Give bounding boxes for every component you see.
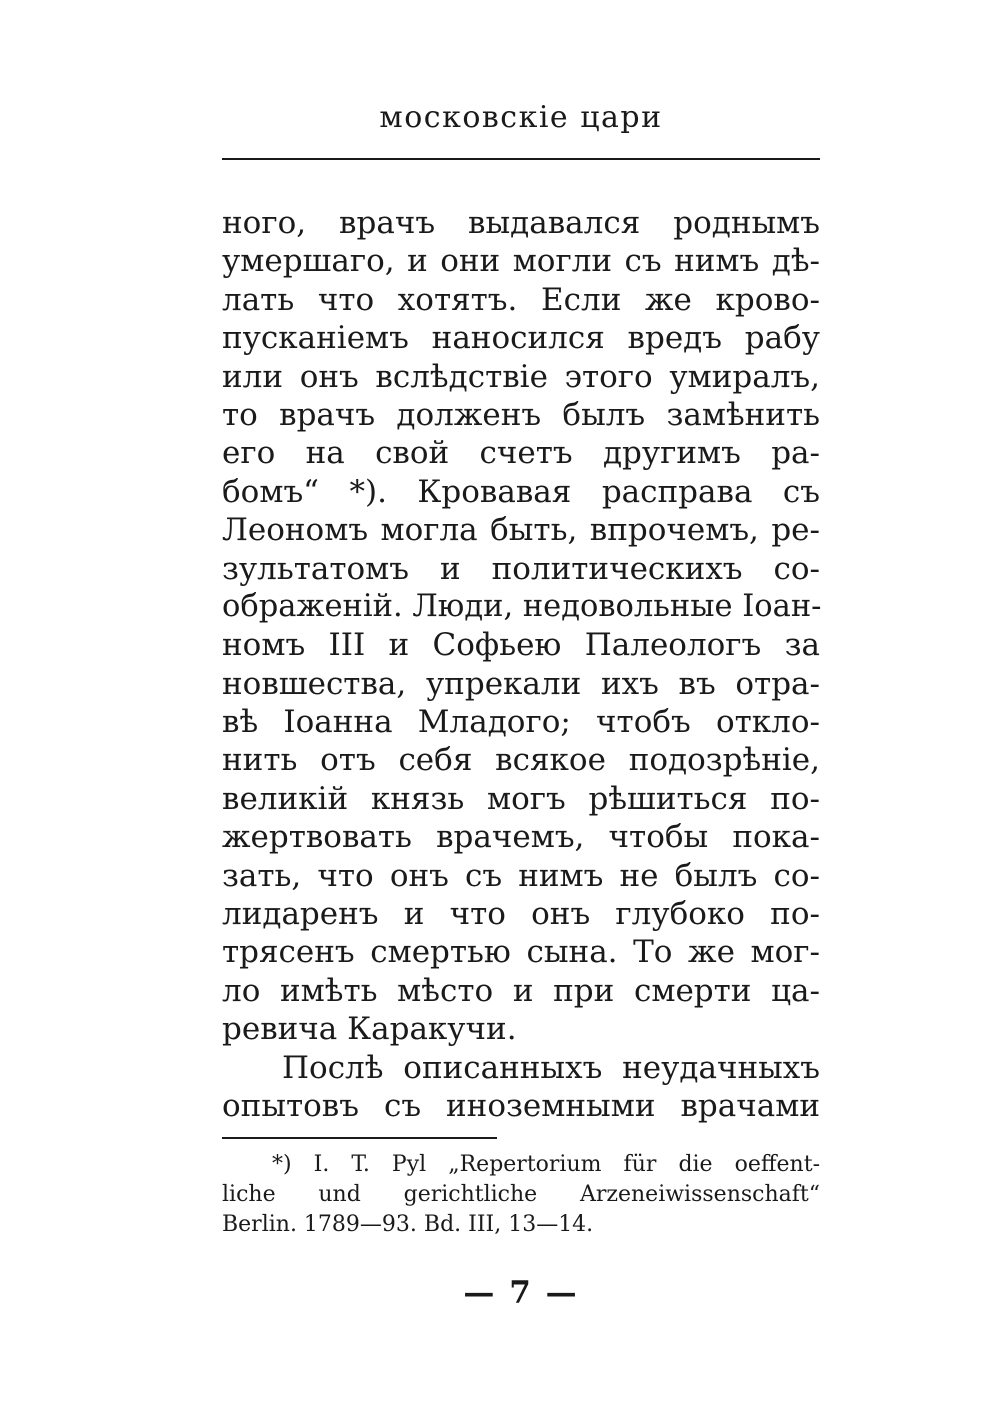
text-line: бомъ“ *). Кровавая расправа съ (222, 473, 820, 510)
text-line: зультатомъ и политическихъ со- (222, 550, 820, 587)
text-line: опытовъ съ иноземными врачами (222, 1087, 820, 1124)
footnote-divider (222, 1137, 497, 1139)
footnote-line: Berlin. 1789—93. Bd. III, 13—14. (222, 1212, 594, 1237)
text-line: его на свой счетъ другимъ ра- (222, 435, 820, 472)
text-line: новшества, упрекали ихъ въ отра- (222, 665, 820, 702)
text-line: умершаго, и они могли съ нимъ дѣ- (222, 243, 820, 280)
running-title: московскіе цари (379, 100, 663, 135)
text-line: пусканіемъ наносился вредъ рабу (222, 320, 820, 357)
footnote-line: liche und gerichtliche Arzeneiwissenschaft“ (222, 1182, 820, 1207)
text-line: Послѣ описанныхъ неудачныхъ (282, 1049, 820, 1086)
text-line: или онъ вслѣдствіе этого умиралъ, (222, 358, 820, 395)
text-line: великій князь могъ рѣшиться по- (222, 780, 820, 817)
page-number: — 7 — (463, 1275, 579, 1311)
text-line: ного, врачъ выдавался роднымъ (222, 205, 820, 241)
text-line: зать, что онъ съ нимъ не былъ со- (222, 857, 820, 894)
text-line: ло имѣть мѣсто и при смерти ца- (222, 972, 820, 1009)
text-line: лидаренъ и что онъ глубоко по- (222, 896, 820, 933)
text-line: ображеній. Люди, недовольные Іоан- (222, 588, 822, 624)
text-line: вѣ Іоанна Младого; чтобъ откло- (222, 704, 820, 741)
footnote (222, 1150, 820, 1240)
text-line: то врачъ долженъ былъ замѣнить (222, 396, 820, 433)
text-line: жертвовать врачемъ, чтобы пока- (222, 819, 820, 856)
text-line: Леономъ могла быть, впрочемъ, ре- (222, 512, 820, 549)
text-line: номъ III и Софьею Палеологъ за (222, 627, 820, 664)
text-line: трясенъ смертью сына. То же мог- (222, 934, 820, 971)
text-line: лать что хотятъ. Если же крово- (222, 281, 820, 318)
body-text (222, 204, 820, 1125)
footnote-line: *) I. T. Pyl „Repertorium für die oeffent- (272, 1152, 820, 1177)
text-line: нить отъ себя всякое подозрѣніе, (222, 742, 820, 779)
header-divider (222, 158, 820, 160)
text-line: ревича Каракучи. (222, 1011, 517, 1048)
